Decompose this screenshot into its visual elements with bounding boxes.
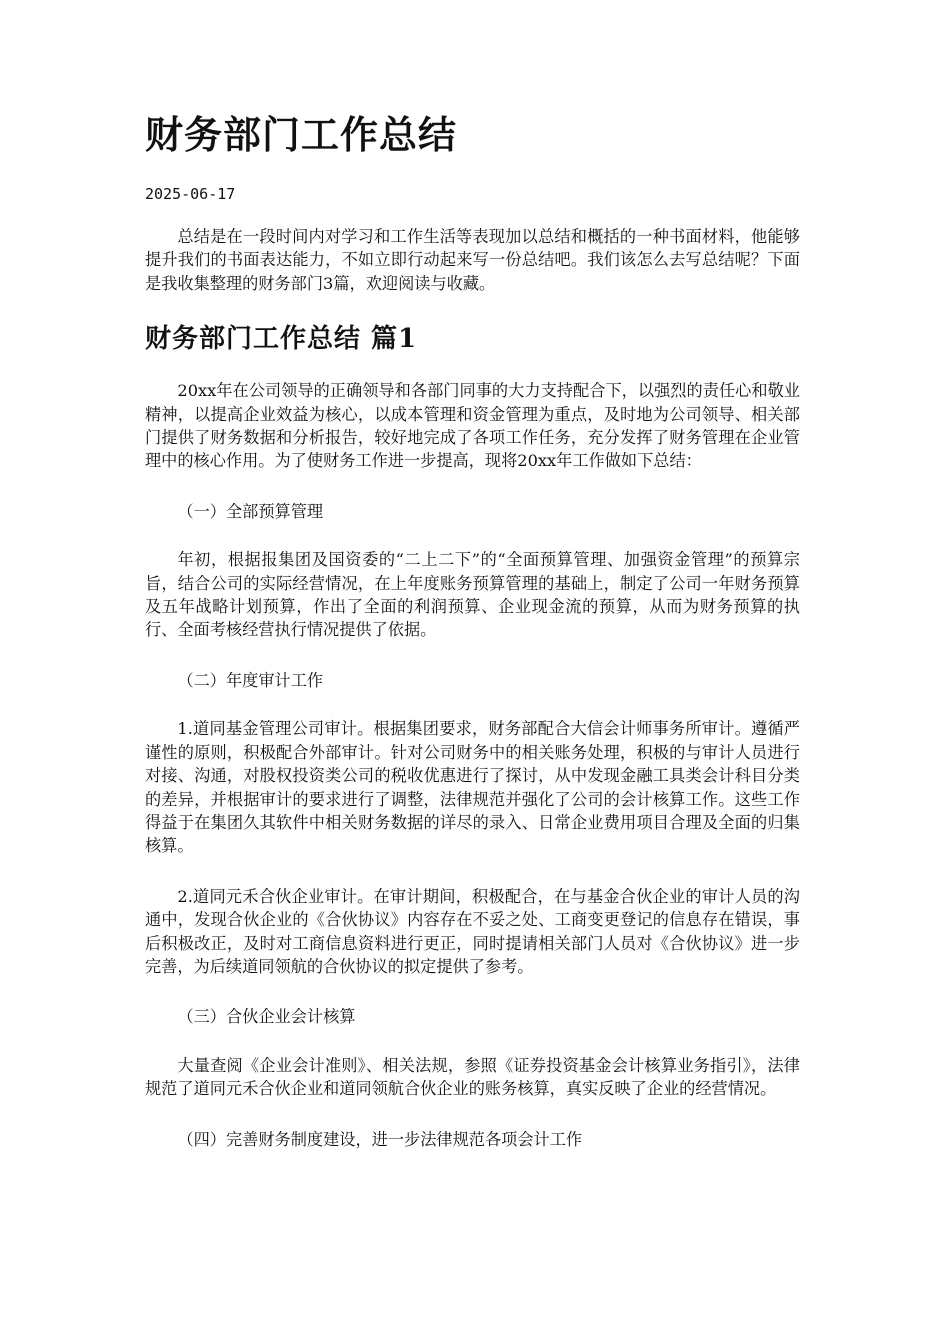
audit-item-1-paragraph: 1.道同基金管理公司审计。根据集团要求，财务部配合大信会计师事务所审计。遵循严谨性的原则，积极配合外部审计。针对公司财务中的相关账务处理，积极的与审计人员进行对接、沟通，对股权投资类公司的税收优惠进行了探讨，从中发现金融工具类会计科目分类的差异，并根据审计的要求进行了调整，法律规范并强化了公司的会计核算工作。这些工作得益于在集团久其软件中相关财务数据的详尽的录入、日常企业费用项目合理及全面的归集核算。 <box>145 719 800 856</box>
document-body <box>145 225 800 1176</box>
intro-paragraph: 总结是在一段时间内对学习和工作生活等表现加以总结和概括的一种书面材料，他能够提升我们的书面表达能力，不如立即行动起来写一份总结吧。我们该怎么去写总结呢？下面是我收集整理的财务部门3篇，欢迎阅读与收藏。 <box>145 227 800 293</box>
audit-item-2-paragraph: 2.道同元禾合伙企业审计。在审计期间，积极配合，在与基金合伙企业的审计人员的沟通中，发现合伙企业的《合伙协议》内容存在不妥之处、工商变更登记的信息存在错误，事后积极改正，及时对工商信息资料进行更正，同时提请相关部门人员对《合伙协议》进一步完善，为后续道同领航的合伙协议的拟定提供了参考。 <box>145 886 800 976</box>
document-title: 财务部门工作总结 <box>145 112 458 157</box>
publish-date: 2025-06-17 <box>145 185 236 203</box>
subheading-financial-system: （四）完善财务制度建设，进一步法律规范各项会计工作 <box>177 1129 583 1149</box>
subheading-partnership-accounting: （三）合伙企业会计核算 <box>177 1007 356 1027</box>
subheading-budget-management: （一）全部预算管理 <box>177 501 324 521</box>
budget-management-paragraph: 年初，根据报集团及国资委的“二上二下”的“全面预算管理、加强资金管理”的预算宗旨，结合公司的实际经营情况，在上年度账务预算管理的基础上，制定了公司一年财务预算及五年战略计划预算，作出了全面的利润预算、企业现金流的预算，从而为财务预算的执行、全面考核经营执行情况提供了依据。 <box>145 550 800 640</box>
subheading-annual-audit: （二）年度审计工作 <box>177 670 324 690</box>
section-1-opening-paragraph: 20xx年在公司领导的正确领导和各部门同事的大力支持配合下，以强烈的责任心和敬业精神，以提高企业效益为核心，以成本管理和资金管理为重点，及时地为公司领导、相关部门提供了财务数据和分析报告，较好地完成了各项工作任务，充分发挥了财务管理在企业管理中的核心作用。为了使财务工作进一步提高，现将20xx年工作做如下总结： <box>145 381 800 471</box>
section-1-title: 财务部门工作总结 篇1 <box>145 324 418 355</box>
partnership-accounting-paragraph: 大量查阅《企业会计准则》、相关法规，参照《证券投资基金会计核算业务指引》，法律规范了道同元禾合伙企业和道同领航合伙企业的账务核算，真实反映了企业的经营情况。 <box>145 1055 800 1099</box>
